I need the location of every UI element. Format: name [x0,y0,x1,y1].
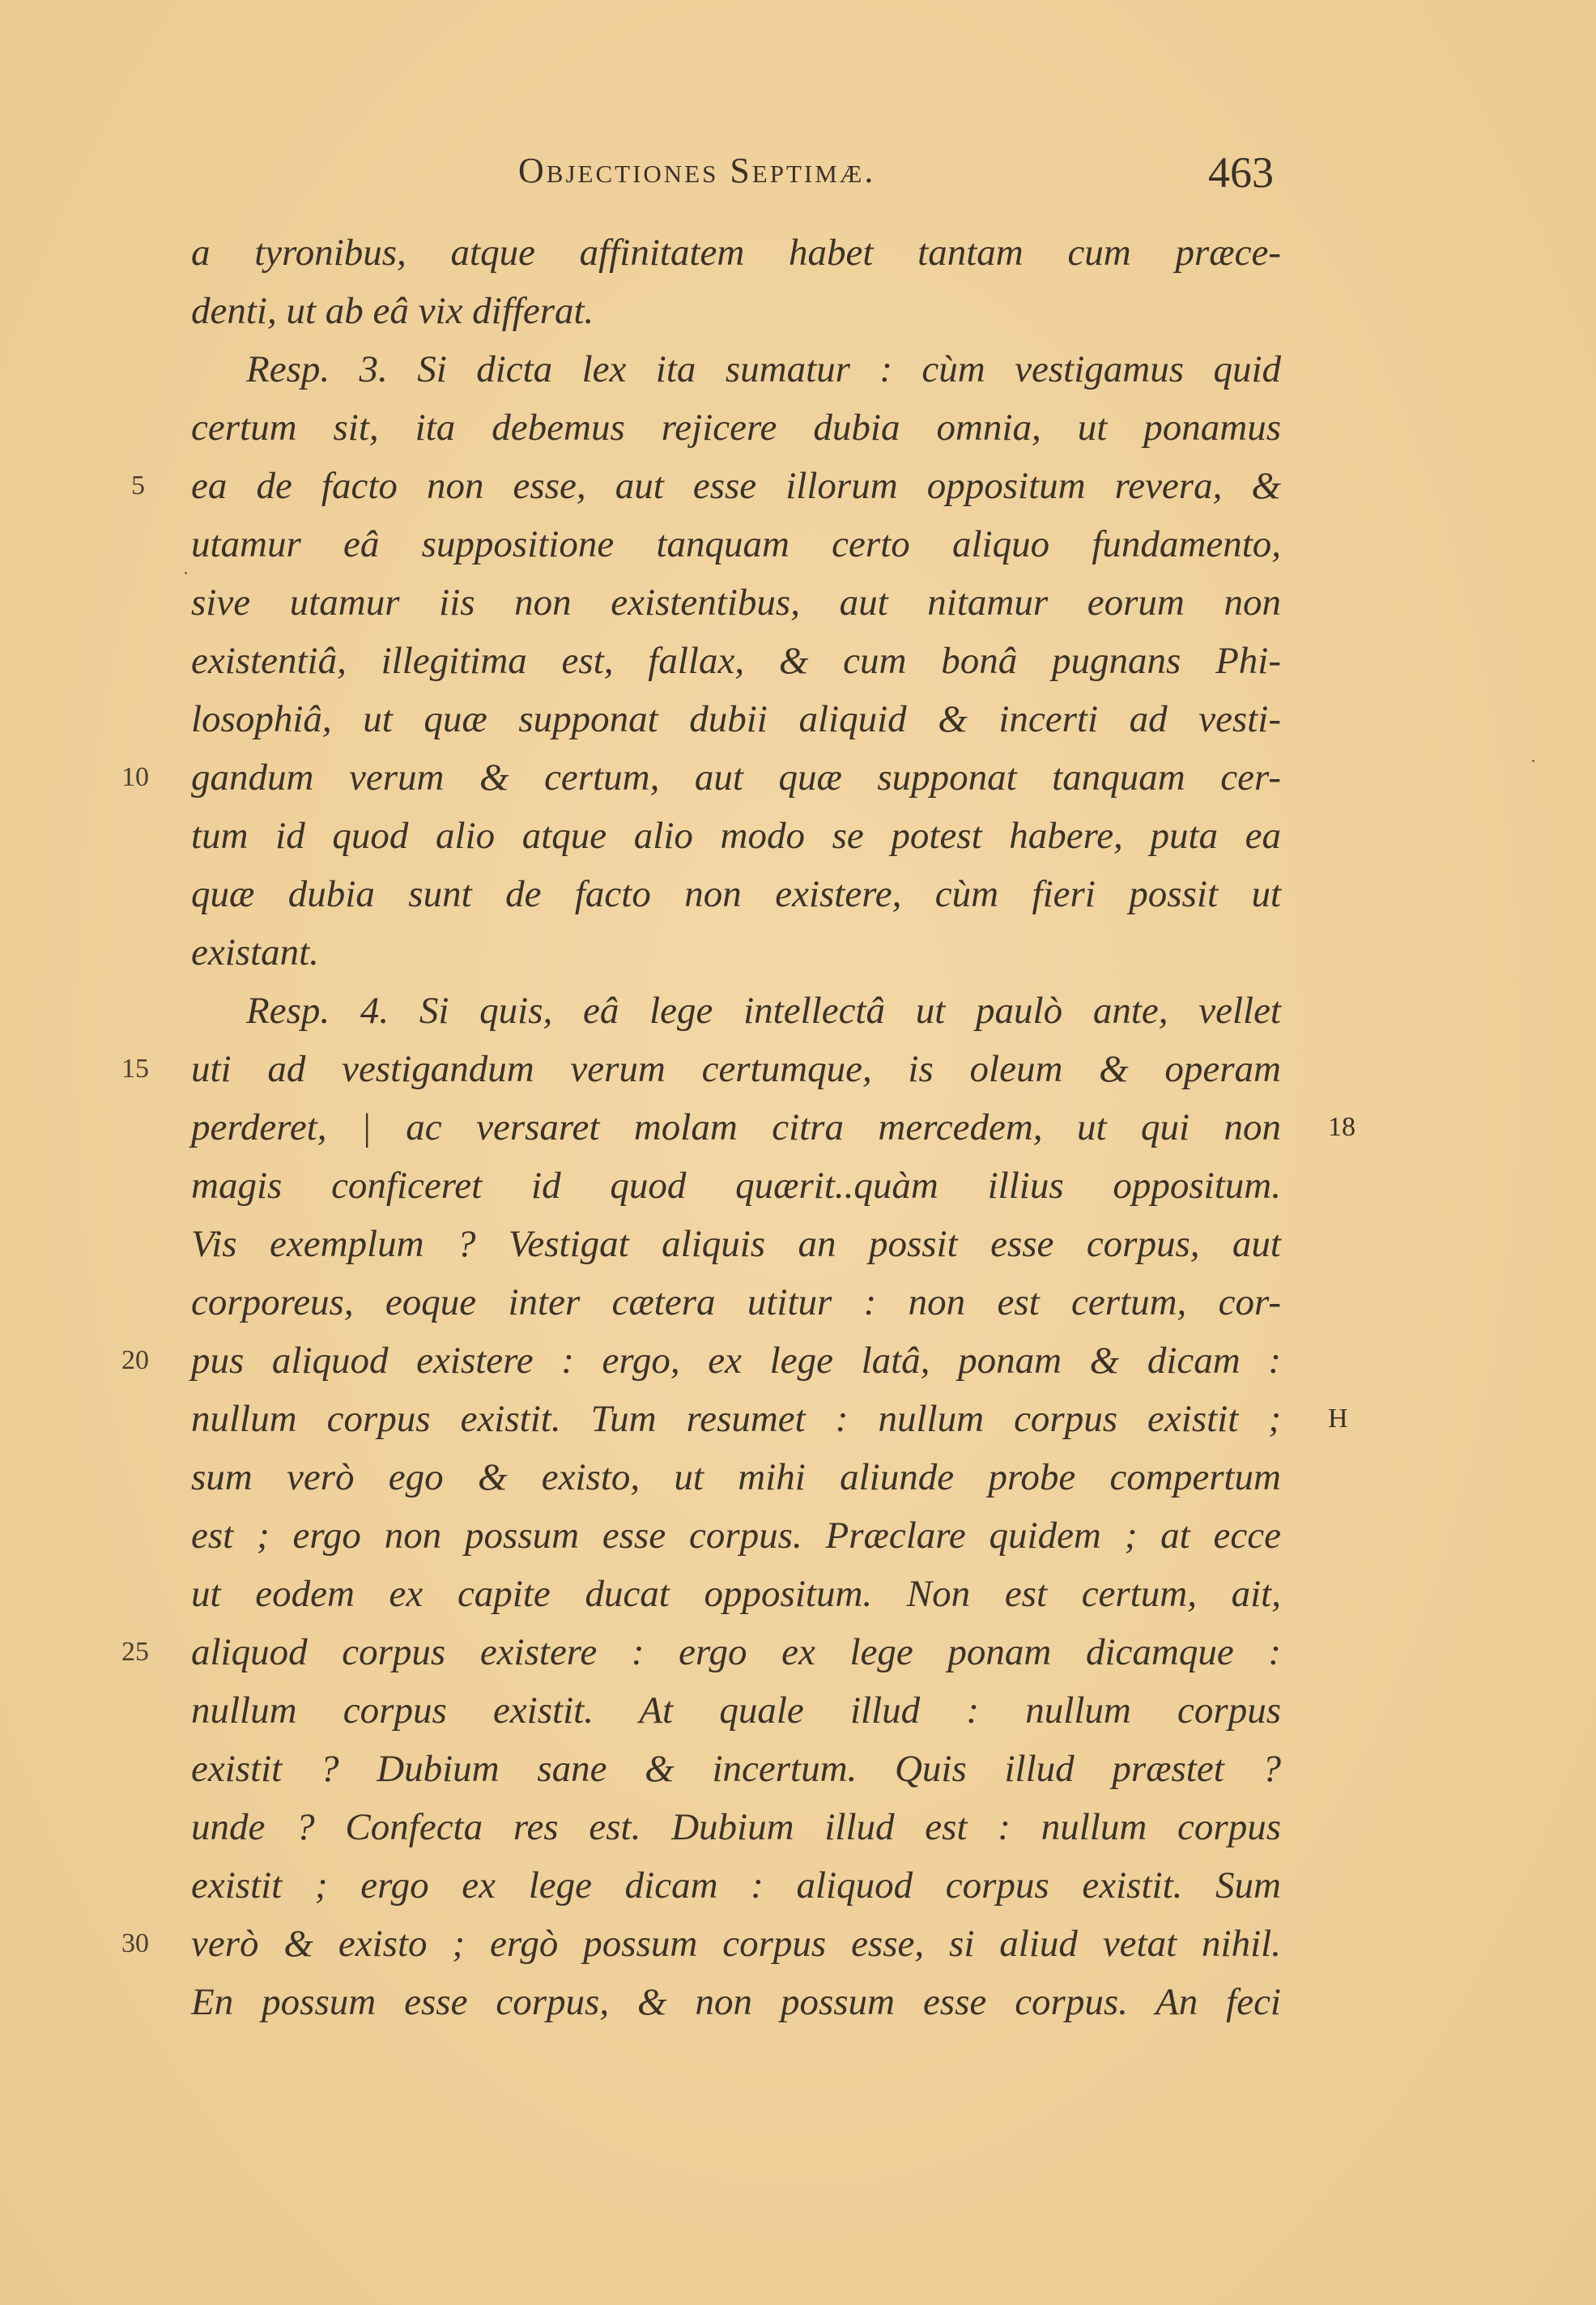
text-line: nullum corpus existit. Tum resumet : nullum corpus existit ; [191,1398,1281,1440]
line-number: 20 [121,1345,149,1375]
line-number: 25 [121,1637,149,1667]
text-line: est ; ergo non possum esse corpus. Præclare quidem ; at ecce [191,1515,1281,1557]
page-number: 463 [1208,148,1274,197]
line-number: 15 [121,1054,149,1084]
text-line: unde ? Confecta res est. Dubium illud est : nullum corpus [191,1806,1281,1848]
text-line: existit ; ergo ex lege dicam : aliquod corpus existit. Sum [191,1864,1281,1907]
text-line: a tyronibus, atque affinitatem habet tantam cum præce- [191,232,1281,274]
text-line: quæ dubia sunt de facto non existere, cùm fieri possit ut [191,873,1281,915]
text-line: tum id quod alio atque alio modo se potest habere, puta ea [191,815,1281,857]
text-line: losophiâ, ut quæ supponat dubii aliquid & incerti ad vesti- [191,698,1281,740]
text-line: existit ? Dubium sane & incertum. Quis illud præstet ? [191,1748,1281,1790]
text-line: nullum corpus existit. At quale illud : nullum corpus [191,1689,1281,1732]
text-line: aliquod corpus existere : ergo ex lege ponam dicamque : [191,1631,1281,1673]
text-line: existant. [191,931,319,974]
text-line: certum sit, ita debemus rejicere dubia omnia, ut ponamus [191,407,1281,449]
text-line: Vis exemplum ? Vestigat aliquis an possit esse corpus, aut [191,1223,1281,1265]
text-line: En possum esse corpus, & non possum esse corpus. An feci [191,1981,1281,2023]
line-number: 10 [121,762,149,792]
text-line: ut eodem ex capite ducat oppositum. Non est certum, ait, [191,1573,1281,1615]
text-line: Resp. 4. Si quis, eâ lege intellectâ ut paulò ante, vellet [246,990,1281,1032]
text-line: sum verò ego & existo, ut mihi aliunde probe compertum [191,1456,1281,1498]
text-line: utamur eâ suppositione tanquam certo aliquo fundamento, [191,523,1281,565]
margin-note: H [1328,1404,1348,1434]
print-speck [185,572,187,574]
text-line: gandum verum & certum, aut quæ supponat tanquam cer- [191,756,1281,799]
text-line: existentiâ, illegitima est, fallax, & cum bonâ pugnans Phi- [191,640,1281,682]
text-line: Resp. 3. Si dicta lex ita sumatur : cùm vestigamus quid [246,348,1281,390]
text-line: uti ad vestigandum verum certumque, is oleum & operam [191,1048,1281,1090]
running-title: Objectiones Septimæ. [518,151,876,190]
text-line: corporeus, eoque inter cætera utitur : non est certum, cor- [191,1281,1281,1323]
margin-note: 18 [1328,1112,1356,1142]
line-number: 30 [121,1928,149,1958]
text-line: sive utamur iis non existentibus, aut nitamur eorum non [191,582,1281,624]
line-number: 5 [131,471,145,501]
text-line: denti, ut ab eâ vix differat. [191,290,594,332]
text-line: perderet, | ac versaret molam citra mercedem, ut qui non [191,1106,1281,1148]
text-line: ea de facto non esse, aut esse illorum oppositum revera, & [191,465,1281,507]
text-line: magis conficeret id quod quærit..quàm illius oppositum. [191,1165,1281,1207]
print-speck [1532,760,1534,762]
text-line: verò & existo ; ergò possum corpus esse, si aliud vetat nihil. [191,1923,1281,1965]
text-line: pus aliquod existere : ergo, ex lege latâ, ponam & dicam : [191,1340,1281,1382]
